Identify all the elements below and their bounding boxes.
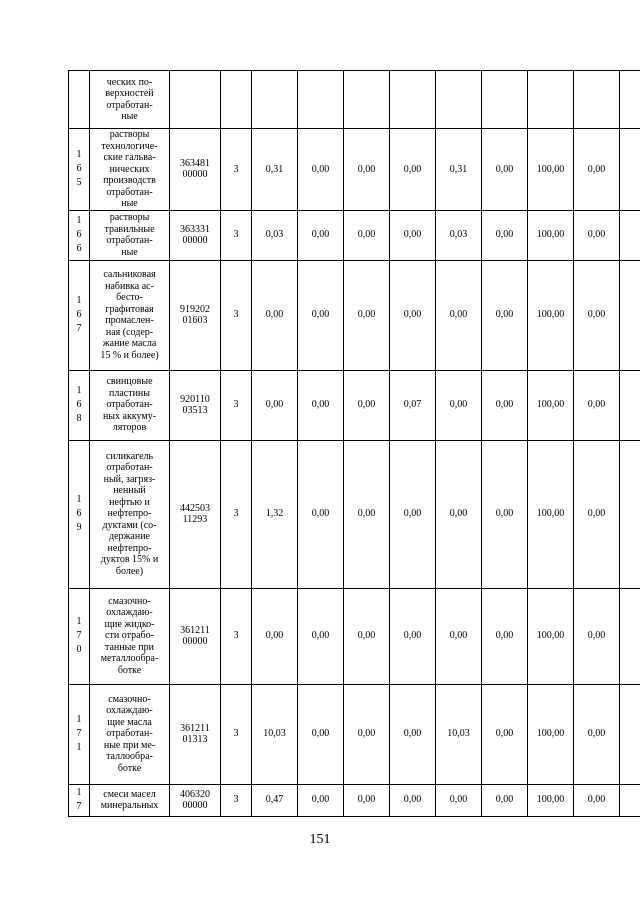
- cell-line: танные при: [105, 641, 154, 653]
- value-cell: 0,03: [436, 210, 482, 260]
- value-cell: 0,07: [390, 370, 436, 440]
- hazard-class-cell: 3: [221, 210, 252, 260]
- row-number-cell: [69, 129, 90, 211]
- cell-line: 1: [76, 149, 82, 161]
- value-cell: 0,00: [344, 370, 390, 440]
- waste-name-cell: [90, 129, 170, 211]
- value-cell: 0,00: [436, 260, 482, 370]
- cell-line: травильные: [104, 223, 155, 235]
- waste-table-body: [69, 71, 640, 817]
- cell-line: производств: [103, 175, 156, 186]
- row-number-cell: [69, 260, 90, 370]
- cell-line: ный, загряз-: [103, 473, 156, 485]
- value-cell: 0,00: [344, 784, 390, 816]
- waste-name-cell: [90, 71, 170, 129]
- value-cell: 0,00: [482, 210, 528, 260]
- value-cell: 0,00: [298, 370, 344, 440]
- cell-line: свинцовые: [106, 376, 153, 388]
- cell-line: 6: [76, 229, 82, 240]
- value-cell: 0,00: [574, 684, 620, 784]
- value-cell: 0,31: [252, 129, 298, 211]
- waste-name-cell: [90, 370, 170, 440]
- waste-name-cell: [90, 588, 170, 684]
- cell-line: щие масла: [107, 716, 152, 728]
- cell-line: ляторов: [112, 422, 147, 434]
- cell-line: растворы: [109, 129, 150, 140]
- value-cell: 0,00: [298, 784, 344, 816]
- waste-code-cell: [170, 784, 221, 816]
- cell-line: держание: [108, 531, 150, 543]
- value-cell: 0,00: [344, 210, 390, 260]
- hazard-class-cell: 3: [221, 129, 252, 211]
- hazard-class-cell: 3: [221, 684, 252, 784]
- cell-line: смазочно-: [108, 693, 151, 705]
- value-cell: 0,00: [298, 684, 344, 784]
- value-cell: 0,00: [436, 440, 482, 588]
- cell-line: силикагель: [105, 450, 154, 462]
- waste-name-cell: [90, 684, 170, 784]
- cell-line: ная (содер-: [105, 326, 154, 338]
- value-cell: 1,32: [252, 440, 298, 588]
- cell-line: 406320: [180, 788, 210, 800]
- value-cell: 10,03: [436, 684, 482, 784]
- value-cell: 0,00: [482, 784, 528, 816]
- cell-line: 361211: [180, 624, 210, 636]
- value-cell: 0,00: [574, 784, 620, 816]
- cell-line: 7: [76, 728, 82, 739]
- cell-line: ные: [121, 246, 138, 258]
- cell-line: отработан-: [106, 235, 153, 246]
- cell-line: пластины: [108, 387, 150, 399]
- cell-line: 1: [76, 714, 82, 725]
- value-cell: [620, 129, 640, 211]
- cell-line: 7: [76, 323, 82, 334]
- cell-line: 363331: [180, 223, 210, 235]
- table-row: [69, 129, 640, 211]
- waste-code-cell: [170, 440, 221, 588]
- cell-line: щие жидко-: [104, 618, 155, 630]
- value-cell: 10,03: [252, 684, 298, 784]
- value-cell: [298, 71, 344, 129]
- cell-line: ботке: [117, 762, 142, 774]
- value-cell: 0,00: [482, 440, 528, 588]
- cell-line: более): [115, 565, 144, 577]
- cell-line: 11293: [182, 514, 208, 525]
- cell-line: ных аккуму-: [102, 410, 157, 422]
- value-cell: 100,00: [528, 784, 574, 816]
- value-cell: 0,00: [482, 588, 528, 684]
- page-number: 151: [309, 832, 331, 847]
- row-number-cell: [69, 784, 90, 816]
- cell-line: минеральных: [100, 800, 159, 811]
- value-cell: 0,00: [390, 684, 436, 784]
- table-row: [69, 784, 640, 816]
- value-cell: 0,00: [574, 210, 620, 260]
- value-cell: 100,00: [528, 588, 574, 684]
- value-cell: [620, 260, 640, 370]
- cell-line: 1: [76, 494, 82, 505]
- cell-line: промаслен-: [105, 315, 154, 326]
- value-cell: 0,47: [252, 784, 298, 816]
- cell-line: верхностей: [105, 88, 154, 99]
- value-cell: 100,00: [528, 684, 574, 784]
- cell-line: графитовая: [105, 303, 154, 315]
- value-cell: 0,00: [298, 210, 344, 260]
- table-row: [69, 71, 640, 129]
- row-number-cell: [69, 588, 90, 684]
- cell-line: 363481: [180, 157, 210, 169]
- value-cell: 0,00: [344, 260, 390, 370]
- cell-line: 1: [76, 295, 82, 306]
- table-row: [69, 260, 640, 370]
- value-cell: 0,00: [574, 260, 620, 370]
- value-cell: 100,00: [528, 440, 574, 588]
- cell-line: 1: [76, 215, 82, 226]
- cell-line: 6: [76, 399, 82, 410]
- cell-line: ные: [121, 111, 138, 122]
- cell-line: ные при ме-: [103, 739, 156, 751]
- waste-name-cell: [90, 440, 170, 588]
- value-cell: 0,00: [390, 129, 436, 211]
- value-cell: 0,00: [390, 588, 436, 684]
- cell-line: 1: [76, 385, 82, 396]
- cell-line: 6: [76, 309, 82, 320]
- cell-line: нефтью и: [109, 496, 150, 508]
- value-cell: 0,00: [436, 784, 482, 816]
- waste-code-cell: [170, 260, 221, 370]
- value-cell: 0,00: [252, 370, 298, 440]
- value-cell: 100,00: [528, 370, 574, 440]
- value-cell: 0,00: [390, 440, 436, 588]
- value-cell: 0,00: [298, 440, 344, 588]
- cell-line: отработан-: [106, 99, 153, 111]
- value-cell: 0,00: [252, 260, 298, 370]
- hazard-class-cell: 3: [221, 260, 252, 370]
- table-row: [69, 440, 640, 588]
- value-cell: 0,00: [390, 784, 436, 816]
- value-cell: 0,00: [298, 588, 344, 684]
- cell-line: 03513: [182, 405, 208, 416]
- value-cell: 0,00: [298, 129, 344, 211]
- cell-line: таллообра-: [106, 751, 153, 763]
- cell-line: 00000: [182, 169, 208, 181]
- hazard-class-cell: 3: [221, 440, 252, 588]
- value-cell: 0,00: [574, 370, 620, 440]
- cell-line: сальниковая: [103, 269, 156, 280]
- cell-line: технологиче-: [101, 140, 158, 152]
- value-cell: 0,00: [344, 684, 390, 784]
- cell-line: нических: [109, 163, 150, 175]
- cell-line: ские гальва-: [103, 152, 156, 163]
- cell-line: нефтепро-: [107, 542, 152, 554]
- cell-line: 01313: [182, 734, 208, 745]
- cell-line: растворы: [109, 212, 150, 223]
- cell-line: отработан-: [106, 399, 153, 411]
- value-cell: 100,00: [528, 260, 574, 370]
- value-cell: [620, 684, 640, 784]
- cell-line: бесто-: [116, 292, 143, 303]
- cell-line: 5: [76, 177, 82, 189]
- value-cell: 0,00: [344, 588, 390, 684]
- row-number-cell: [69, 370, 90, 440]
- row-number-cell: [69, 210, 90, 260]
- waste-code-cell: [170, 71, 221, 129]
- hazard-class-cell: [221, 71, 252, 129]
- cell-line: 00000: [182, 235, 208, 246]
- table-row: [69, 210, 640, 260]
- value-cell: 0,00: [574, 440, 620, 588]
- hazard-class-cell: 3: [221, 370, 252, 440]
- cell-line: охлаждаю-: [106, 705, 153, 717]
- cell-line: дуктами (со-: [102, 519, 157, 531]
- table-row: [69, 684, 640, 784]
- cell-line: 7: [76, 801, 82, 812]
- cell-line: 1: [76, 742, 82, 753]
- cell-line: 6: [76, 508, 82, 519]
- cell-line: 920110: [180, 393, 210, 405]
- cell-line: смеси масел: [103, 788, 156, 800]
- waste-table: [68, 70, 640, 817]
- cell-line: 6: [76, 243, 82, 254]
- value-cell: 0,00: [344, 129, 390, 211]
- hazard-class-cell: 3: [221, 784, 252, 816]
- waste-code-cell: [170, 588, 221, 684]
- cell-line: дуктов 15% и: [100, 554, 159, 566]
- value-cell: 100,00: [528, 129, 574, 211]
- waste-code-cell: [170, 370, 221, 440]
- value-cell: 0,00: [482, 260, 528, 370]
- cell-line: 1: [76, 616, 82, 627]
- value-cell: 0,00: [436, 588, 482, 684]
- cell-line: 6: [76, 163, 82, 175]
- cell-line: металлообра-: [100, 653, 159, 665]
- cell-line: сти отрабо-: [105, 630, 154, 642]
- row-number-cell: [69, 440, 90, 588]
- cell-line: отработан-: [106, 728, 153, 740]
- value-cell: 0,00: [482, 684, 528, 784]
- waste-code-cell: [170, 129, 221, 211]
- waste-code-cell: [170, 210, 221, 260]
- table-row: [69, 588, 640, 684]
- row-number-cell: [69, 71, 90, 129]
- value-cell: [620, 440, 640, 588]
- value-cell: [482, 71, 528, 129]
- value-cell: 0,00: [344, 440, 390, 588]
- table-row: [69, 370, 640, 440]
- cell-line: нефтепро-: [107, 508, 152, 520]
- cell-line: 442503: [180, 502, 210, 514]
- value-cell: [528, 71, 574, 129]
- value-cell: [344, 71, 390, 129]
- value-cell: [620, 210, 640, 260]
- cell-line: 1: [76, 787, 82, 798]
- cell-line: 8: [76, 413, 82, 424]
- value-cell: 0,00: [390, 260, 436, 370]
- value-cell: [574, 71, 620, 129]
- hazard-class-cell: 3: [221, 588, 252, 684]
- value-cell: 0,00: [298, 260, 344, 370]
- value-cell: 0,00: [482, 129, 528, 211]
- cell-line: 15 % и более): [100, 349, 159, 361]
- cell-line: набивка ас-: [105, 280, 154, 292]
- cell-line: ческих по-: [106, 76, 153, 88]
- value-cell: [390, 71, 436, 129]
- cell-line: ные: [121, 198, 138, 209]
- value-cell: 0,00: [436, 370, 482, 440]
- cell-line: 361211: [180, 722, 210, 734]
- cell-line: 00000: [182, 636, 208, 647]
- cell-line: смазочно-: [108, 595, 151, 607]
- cell-line: 919202: [180, 303, 210, 315]
- value-cell: [620, 588, 640, 684]
- value-cell: 100,00: [528, 210, 574, 260]
- row-number-cell: [69, 684, 90, 784]
- value-cell: 0,31: [436, 129, 482, 211]
- cell-line: отработан-: [106, 186, 153, 198]
- value-cell: [252, 71, 298, 129]
- cell-line: ботке: [117, 664, 142, 676]
- value-cell: 0,00: [574, 588, 620, 684]
- cell-line: охлаждаю-: [106, 607, 153, 619]
- value-cell: [620, 71, 640, 129]
- waste-name-cell: [90, 260, 170, 370]
- value-cell: 0,00: [252, 588, 298, 684]
- cell-line: 7: [76, 630, 82, 641]
- value-cell: [620, 784, 640, 816]
- value-cell: 0,00: [390, 210, 436, 260]
- cell-line: 01603: [182, 315, 208, 326]
- waste-name-cell: [90, 210, 170, 260]
- waste-code-cell: [170, 684, 221, 784]
- value-cell: [436, 71, 482, 129]
- value-cell: 0,00: [574, 129, 620, 211]
- cell-line: 0: [76, 644, 82, 655]
- cell-line: 00000: [182, 800, 208, 811]
- value-cell: [620, 370, 640, 440]
- cell-line: ненный: [113, 485, 146, 497]
- cell-line: 9: [76, 522, 82, 533]
- value-cell: 0,00: [482, 370, 528, 440]
- waste-name-cell: [90, 784, 170, 816]
- cell-line: жание масла: [102, 338, 157, 349]
- cell-line: отработан-: [106, 462, 153, 474]
- value-cell: 0,03: [252, 210, 298, 260]
